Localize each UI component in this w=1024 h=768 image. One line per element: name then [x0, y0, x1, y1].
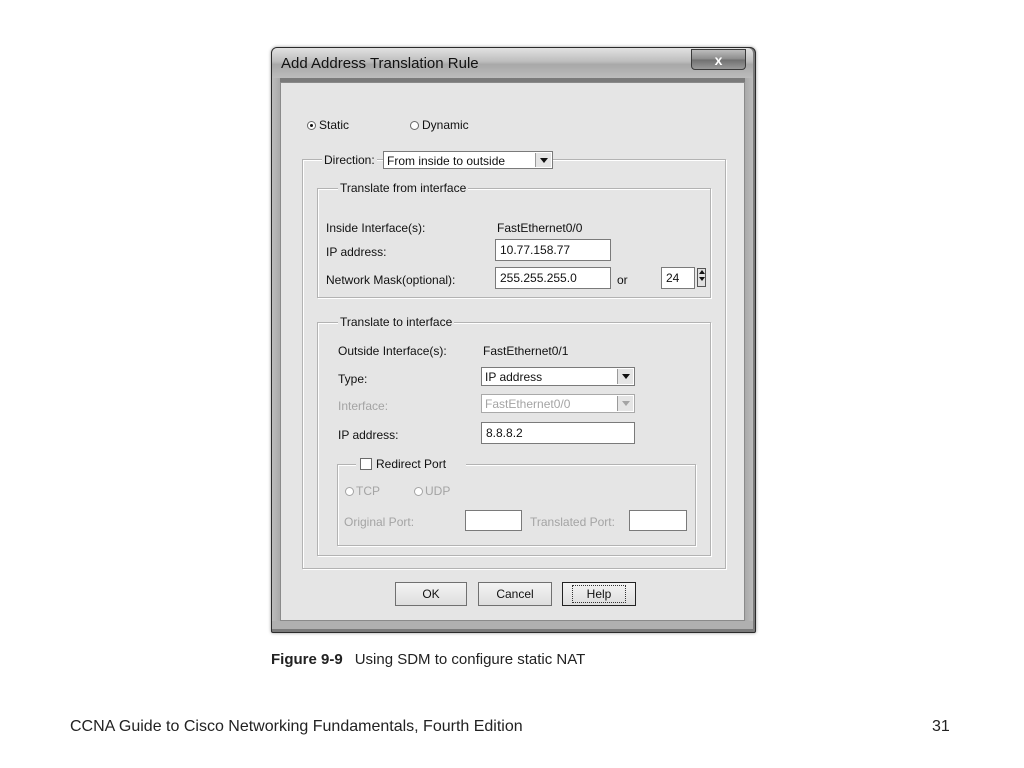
- inside-interface-label: Inside Interface(s):: [326, 221, 426, 235]
- prefix-length-spinner[interactable]: [697, 268, 706, 287]
- tcp-radio[interactable]: [345, 487, 354, 496]
- type-value: IP address: [485, 370, 543, 384]
- ok-button-label: OK: [422, 587, 440, 601]
- direction-dropdown-button[interactable]: [535, 153, 551, 167]
- close-button[interactable]: [691, 49, 746, 70]
- spin-up-icon: [699, 270, 705, 274]
- translate-to-legend: Translate to interface: [340, 315, 453, 329]
- inside-interface-value: FastEthernet0/0: [497, 221, 583, 235]
- close-icon: x: [714, 51, 723, 68]
- network-mask-input[interactable]: 255.255.255.0: [495, 267, 611, 289]
- interface-select[interactable]: [481, 394, 635, 413]
- to-ip-input[interactable]: 8.8.8.2: [481, 422, 635, 444]
- interface-label: Interface:: [338, 399, 389, 413]
- static-label: Static: [319, 118, 350, 132]
- tcp-label: TCP: [356, 484, 380, 498]
- dialog-title: Add Address Translation Rule: [281, 55, 479, 72]
- from-ip-input[interactable]: 10.77.158.77: [495, 239, 611, 261]
- network-mask-label: Network Mask(optional):: [326, 273, 456, 287]
- footer-book-title: CCNA Guide to Cisco Networking Fundamentals, Fourth Edition: [70, 718, 523, 735]
- type-dropdown-button[interactable]: [617, 369, 633, 384]
- redirect-port-group: [337, 464, 696, 546]
- direction-label: Direction:: [324, 153, 375, 167]
- redirect-port-checkbox[interactable]: [360, 458, 372, 470]
- prefix-length-input[interactable]: 24: [661, 267, 695, 289]
- ok-button[interactable]: [395, 582, 467, 606]
- figure-caption: [271, 651, 585, 668]
- to-ip-label: IP address:: [338, 428, 399, 442]
- frame-right: [745, 78, 753, 629]
- dynamic-label: Dynamic: [422, 118, 469, 132]
- type-select[interactable]: [481, 367, 635, 386]
- direction-select[interactable]: [383, 151, 553, 169]
- frame-left: [272, 78, 280, 629]
- translated-port-input[interactable]: [629, 510, 687, 531]
- or-label: or: [617, 273, 628, 287]
- help-button[interactable]: [562, 582, 636, 606]
- chevron-down-icon: [540, 158, 548, 163]
- udp-radio[interactable]: [414, 487, 423, 496]
- cancel-button-label: Cancel: [496, 587, 534, 601]
- page-number: 31: [932, 718, 950, 735]
- help-button-label: Help: [572, 585, 627, 603]
- cancel-button[interactable]: [478, 582, 552, 606]
- original-port-label: Original Port:: [344, 515, 415, 529]
- interface-value: FastEthernet0/0: [485, 397, 571, 411]
- chevron-down-icon: [622, 401, 630, 406]
- dynamic-radio[interactable]: [410, 121, 419, 130]
- outside-interface-value: FastEthernet0/1: [483, 344, 569, 358]
- figure-number: Figure 9-9: [271, 651, 343, 668]
- translate-from-legend: Translate from interface: [340, 181, 467, 195]
- direction-value: From inside to outside: [387, 154, 506, 168]
- frame-bottom: [272, 621, 753, 629]
- spin-down-icon: [699, 277, 705, 281]
- translated-port-label: Translated Port:: [530, 515, 615, 529]
- udp-label: UDP: [425, 484, 451, 498]
- figure-text: Using SDM to configure static NAT: [354, 651, 586, 668]
- type-label: Type:: [338, 372, 368, 386]
- static-radio[interactable]: [307, 121, 316, 130]
- redirect-port-legend: [356, 457, 466, 471]
- chevron-down-icon: [622, 374, 630, 379]
- interface-dropdown-button[interactable]: [617, 396, 633, 411]
- redirect-port-label: Redirect Port: [376, 457, 447, 471]
- outside-interface-label: Outside Interface(s):: [338, 344, 447, 358]
- from-ip-label: IP address:: [326, 245, 387, 259]
- original-port-input[interactable]: [465, 510, 522, 531]
